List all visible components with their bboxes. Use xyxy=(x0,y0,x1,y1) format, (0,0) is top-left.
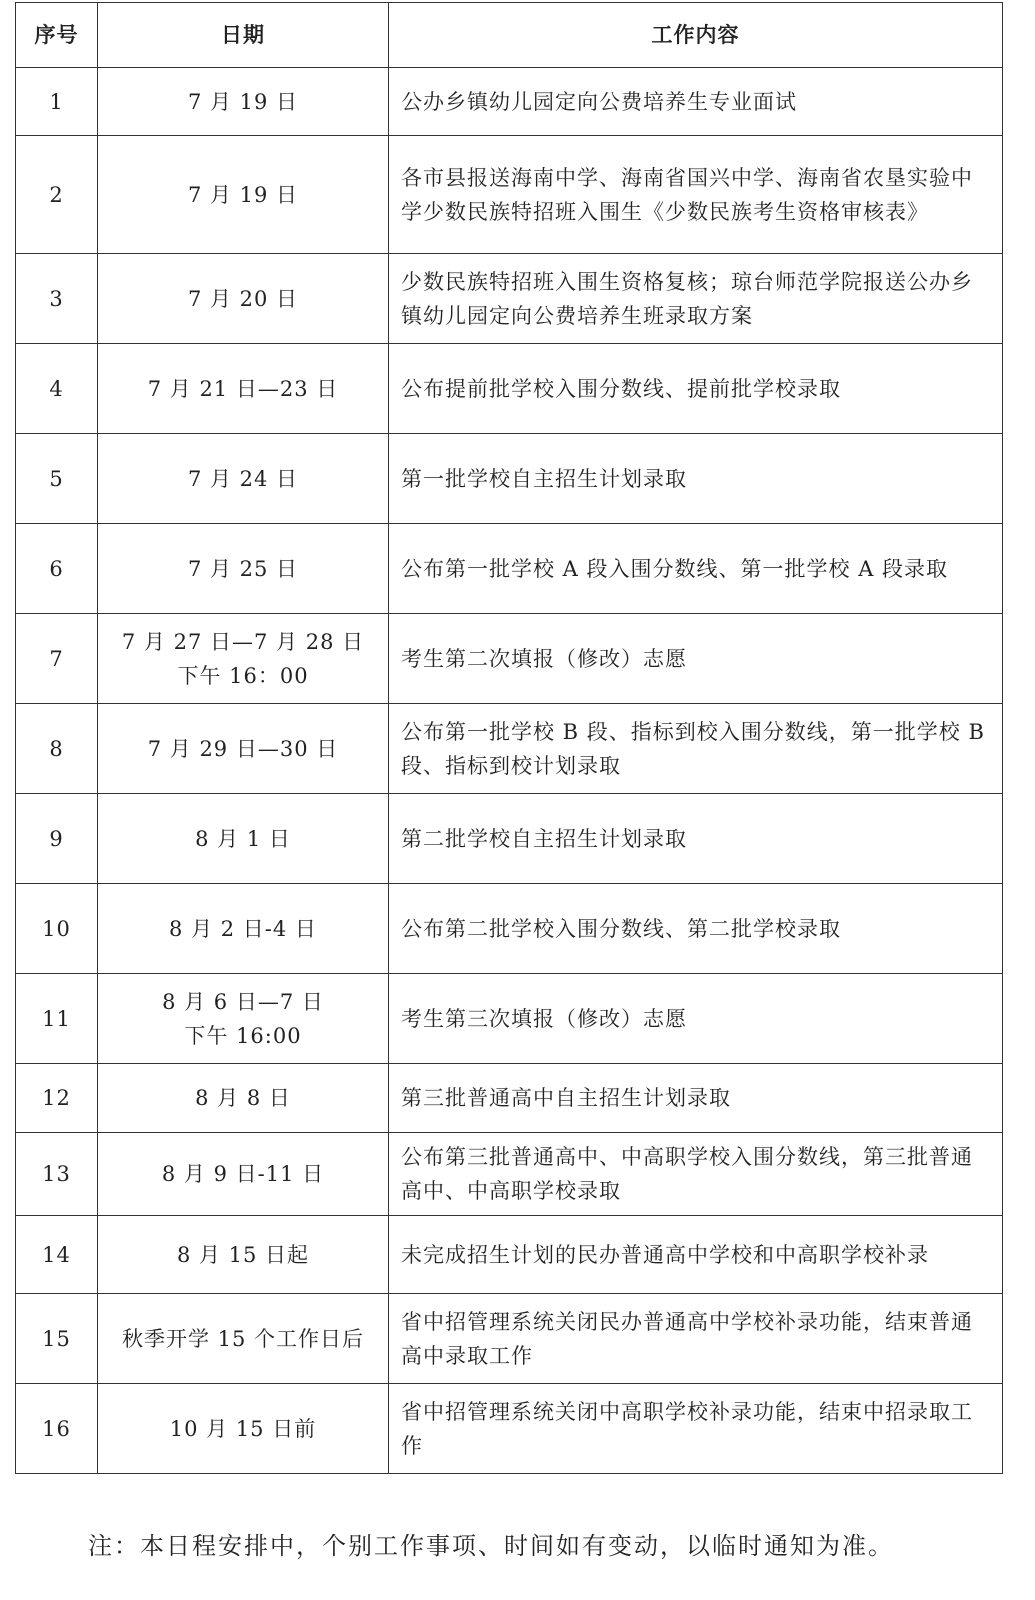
row-date: 7 月 27 日—7 月 28 日 下午 16：00 xyxy=(98,614,389,704)
table-row xyxy=(16,1216,1003,1294)
row-number: 5 xyxy=(16,434,98,524)
row-date: 7 月 29 日—30 日 xyxy=(98,704,389,794)
row-content: 公布提前批学校入围分数线、提前批学校录取 xyxy=(389,344,1003,434)
row-number: 14 xyxy=(16,1216,98,1294)
row-date: 8 月 2 日-4 日 xyxy=(98,884,389,974)
row-number: 7 xyxy=(16,614,98,704)
row-content: 省中招管理系统关闭中高职学校补录功能，结束中招录取工作 xyxy=(389,1384,1003,1474)
row-content: 省中招管理系统关闭民办普通高中学校补录功能，结束普通高中录取工作 xyxy=(389,1294,1003,1384)
row-content: 少数民族特招班入围生资格复核；琼台师范学院报送公办乡镇幼儿园定向公费培养生班录取方案 xyxy=(389,254,1003,344)
row-number: 10 xyxy=(16,884,98,974)
table-row xyxy=(16,68,1003,136)
row-date: 7 月 21 日—23 日 xyxy=(98,344,389,434)
row-content: 各市县报送海南中学、海南省国兴中学、海南省农垦实验中学少数民族特招班入围生《少数民族考生资格审核表》 xyxy=(389,136,1003,254)
table-row xyxy=(16,794,1003,884)
table-row xyxy=(16,1294,1003,1384)
table-row xyxy=(16,704,1003,794)
row-number: 11 xyxy=(16,974,98,1064)
row-date: 8 月 9 日-11 日 xyxy=(98,1133,389,1216)
row-content: 公办乡镇幼儿园定向公费培养生专业面试 xyxy=(389,68,1003,136)
row-content: 第一批学校自主招生计划录取 xyxy=(389,434,1003,524)
row-date: 8 月 8 日 xyxy=(98,1064,389,1133)
row-date: 7 月 20 日 xyxy=(98,254,389,344)
row-date: 8 月 15 日起 xyxy=(98,1216,389,1294)
row-content: 公布第三批普通高中、中高职学校入围分数线，第三批普通高中、中高职学校录取 xyxy=(389,1133,1003,1216)
table-row xyxy=(16,136,1003,254)
schedule-table xyxy=(15,2,1003,1474)
table-row xyxy=(16,614,1003,704)
row-content: 第二批学校自主招生计划录取 xyxy=(389,794,1003,884)
row-date: 7 月 24 日 xyxy=(98,434,389,524)
row-date: 7 月 19 日 xyxy=(98,136,389,254)
footnote: 注：本日程安排中，个别工作事项、时间如有变动，以临时通知为准。 xyxy=(88,1532,894,1560)
row-content: 考生第二次填报（修改）志愿 xyxy=(389,614,1003,704)
row-date: 7 月 25 日 xyxy=(98,524,389,614)
row-number: 3 xyxy=(16,254,98,344)
row-number: 1 xyxy=(16,68,98,136)
row-content: 考生第三次填报（修改）志愿 xyxy=(389,974,1003,1064)
row-content: 公布第一批学校 B 段、指标到校入围分数线，第一批学校 B 段、指标到校计划录取 xyxy=(389,704,1003,794)
header-no: 序号 xyxy=(16,3,98,68)
table-row xyxy=(16,974,1003,1064)
table-header-row xyxy=(16,3,1003,68)
row-number: 15 xyxy=(16,1294,98,1384)
table-row xyxy=(16,1064,1003,1133)
table-row xyxy=(16,344,1003,434)
row-date: 8 月 1 日 xyxy=(98,794,389,884)
row-date: 7 月 19 日 xyxy=(98,68,389,136)
row-content: 未完成招生计划的民办普通高中学校和中高职学校补录 xyxy=(389,1216,1003,1294)
row-number: 2 xyxy=(16,136,98,254)
row-number: 16 xyxy=(16,1384,98,1474)
table-body xyxy=(16,68,1003,1474)
row-content: 公布第一批学校 A 段入围分数线、第一批学校 A 段录取 xyxy=(389,524,1003,614)
row-number: 13 xyxy=(16,1133,98,1216)
row-date: 秋季开学 15 个工作日后 xyxy=(98,1294,389,1384)
table-row xyxy=(16,524,1003,614)
row-content: 第三批普通高中自主招生计划录取 xyxy=(389,1064,1003,1133)
table-row xyxy=(16,884,1003,974)
row-content: 公布第二批学校入围分数线、第二批学校录取 xyxy=(389,884,1003,974)
header-date: 日期 xyxy=(98,3,389,68)
row-number: 9 xyxy=(16,794,98,884)
row-date: 8 月 6 日—7 日 下午 16:00 xyxy=(98,974,389,1064)
row-number: 12 xyxy=(16,1064,98,1133)
row-number: 6 xyxy=(16,524,98,614)
header-content: 工作内容 xyxy=(389,3,1003,68)
row-number: 8 xyxy=(16,704,98,794)
table-row xyxy=(16,1133,1003,1216)
row-date: 10 月 15 日前 xyxy=(98,1384,389,1474)
row-number: 4 xyxy=(16,344,98,434)
table-row xyxy=(16,254,1003,344)
table-row xyxy=(16,1384,1003,1474)
table-row xyxy=(16,434,1003,524)
